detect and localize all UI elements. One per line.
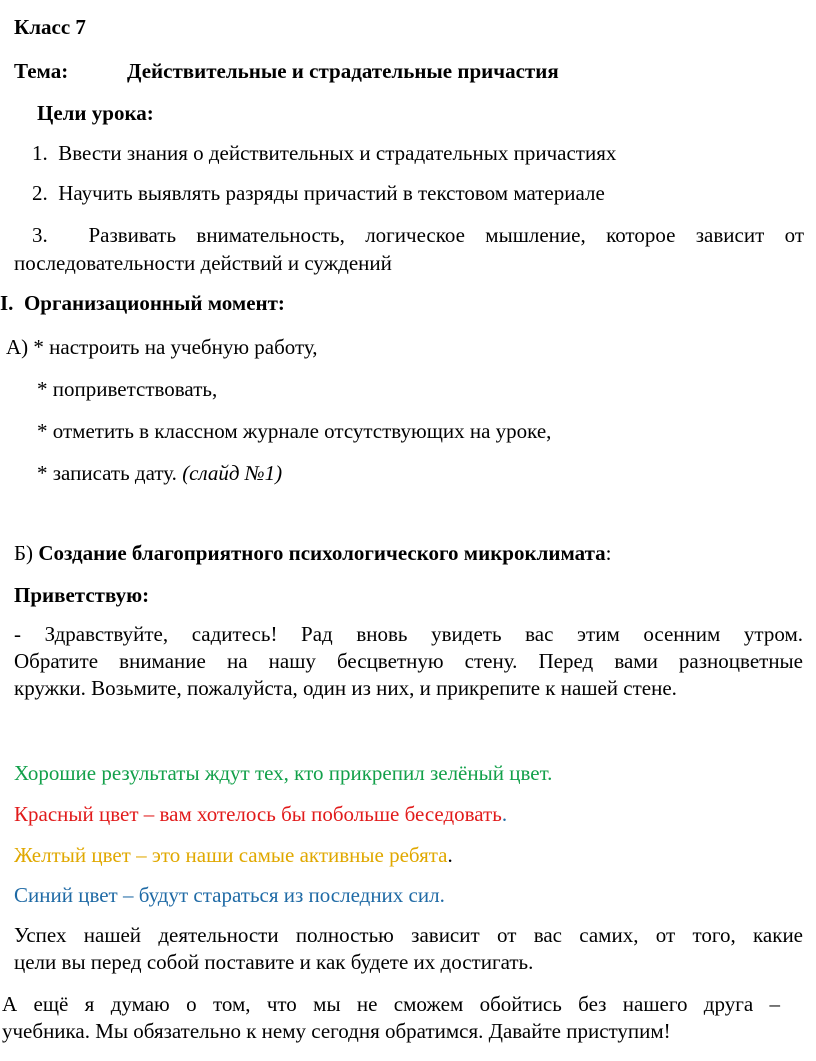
goal-text-line2: последовательности действий и суждений	[14, 251, 392, 275]
goal-item-3	[32, 222, 804, 248]
yellow-color-text: Желтый цвет – это наши самые активные ребята	[14, 843, 448, 867]
goal-item-2	[32, 180, 605, 206]
part-a-item-4	[37, 460, 282, 486]
goals-heading: Цели урока:	[37, 101, 154, 125]
part-a-marker: А)	[6, 335, 29, 359]
goal-text: Ввести знания о действительных и страдательных причастиях	[58, 141, 617, 165]
blue-color-text: Синий цвет – будут стараться из последних сил.	[14, 883, 445, 907]
section-title: Организационный момент:	[23, 291, 285, 315]
part-a-item-3: * отметить в классном журнале отсутствующих на уроке,	[37, 419, 552, 443]
section-numeral: I.	[0, 291, 14, 315]
red-color-line	[14, 801, 507, 827]
part-a-item-1	[6, 334, 318, 360]
part-b-marker: Б)	[14, 541, 34, 565]
goal-text: Научить выявлять разряды причастий в текстовом материале	[58, 181, 605, 205]
part-b-title: Создание благоприятного психологического микроклимата	[38, 541, 606, 565]
goal-item-1	[32, 140, 616, 166]
section-heading	[0, 290, 285, 316]
yellow-color-dot: .	[447, 843, 453, 867]
goal-number: 1.	[32, 141, 48, 165]
success-line: Успех нашей деятельности полностью зависит от вас самих, от того, какие	[14, 923, 803, 947]
class-label: Класс 7	[14, 15, 86, 39]
green-color-text: Хорошие результаты ждут тех, кто прикрепил зелёный цвет.	[14, 761, 553, 785]
topic-value: Действительные и страдательные причастия	[127, 59, 559, 83]
goal-number: 2.	[32, 181, 48, 205]
topic-label: Тема:	[14, 59, 69, 83]
final-line: А ещё я думаю о том, что мы не сможем обойтись без нашего друга –	[2, 992, 780, 1016]
success-paragraph	[14, 922, 803, 976]
part-b-heading	[14, 540, 612, 566]
final-paragraph	[2, 991, 780, 1045]
goal-text-line1: Развивать внимательность, логическое мышление, которое зависит от	[88, 223, 804, 247]
greeting-line: - Здравствуйте, садитесь! Рад вновь увидеть вас этим осенним утром.	[14, 622, 803, 646]
yellow-color-line	[14, 842, 453, 868]
red-color-dot: .	[501, 802, 508, 826]
success-line: цели вы перед собой поставите и как будете их достигать.	[14, 950, 534, 974]
slide-reference: (слайд №1)	[182, 461, 283, 485]
red-color-text: Красный цвет – вам хотелось бы побольше беседовать	[14, 802, 502, 826]
final-line: учебника. Мы обязательно к нему сегодня обратимся. Давайте приступим!	[2, 1019, 671, 1043]
part-a-text: * настроить на учебную работу,	[33, 335, 318, 359]
part-a-text: * записать дату.	[37, 461, 177, 485]
greeting-paragraph	[14, 621, 803, 702]
goal-number: 3.	[32, 223, 48, 247]
part-a-item-2: * поприветствовать,	[37, 377, 218, 401]
part-b-colon: :	[605, 541, 612, 565]
greeting-line: Обратите внимание на нашу бесцветную стену. Перед вами разноцветные	[14, 649, 803, 673]
greeting-heading: Приветствую:	[14, 583, 150, 607]
greeting-line: кружки. Возьмите, пожалуйста, один из них, и прикрепите к нашей стене.	[14, 676, 677, 700]
